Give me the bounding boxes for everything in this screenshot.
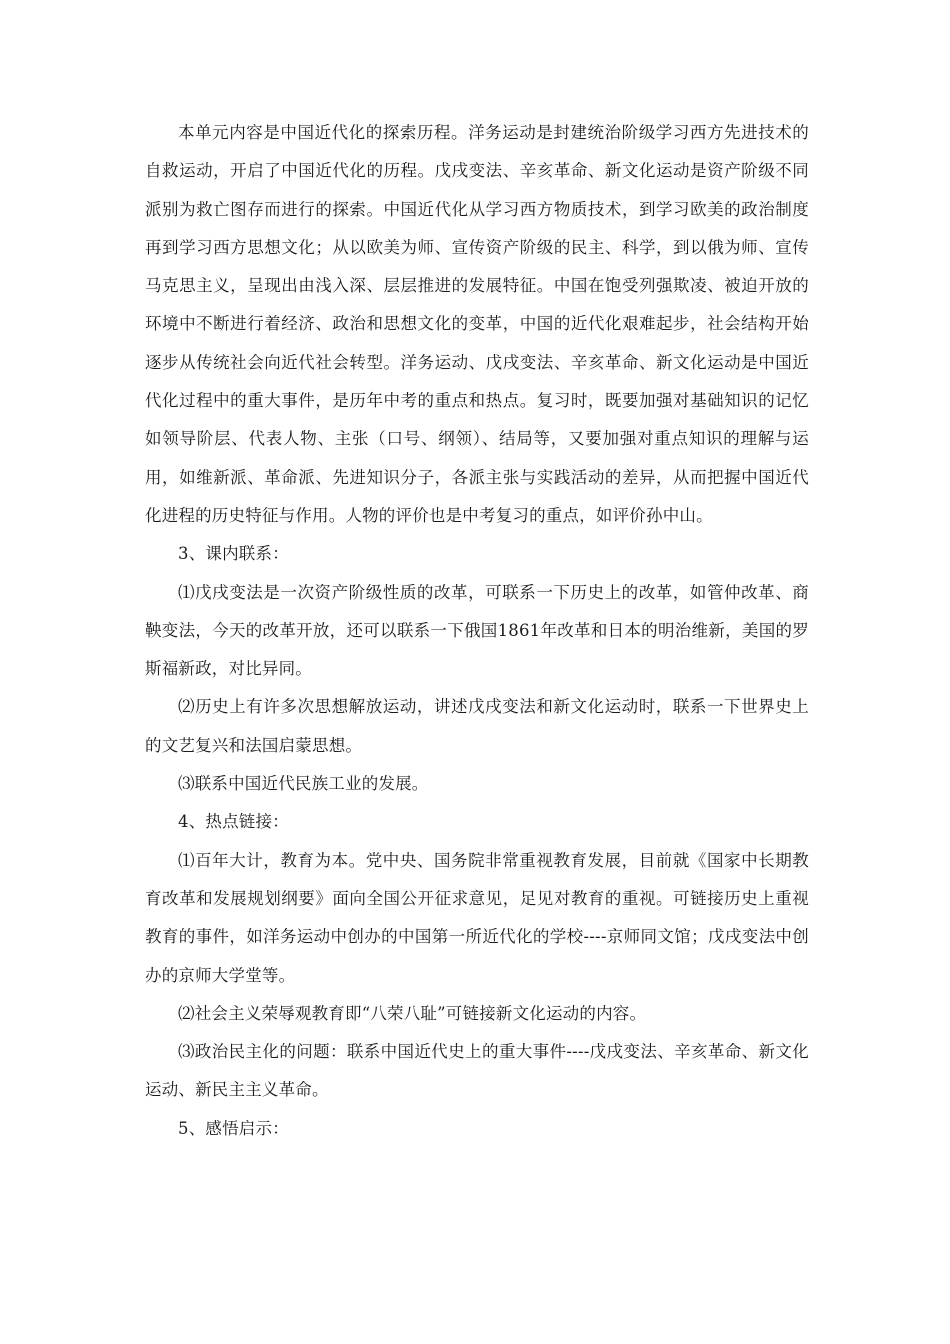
section-heading-course-links: 3、课内联系： bbox=[178, 544, 289, 564]
list-item: ⑵社会主义荣辱观教育即“八荣八耻”可链接新文化运动的内容。 bbox=[178, 1003, 647, 1023]
section-heading-hot-links: 4、热点链接： bbox=[178, 812, 289, 832]
section-heading-insights: 5、感悟启示： bbox=[178, 1118, 289, 1138]
list-item: ⑴戊戌变法是一次资产阶级性质的改革，可联系一下历史上的改革，如管仲改革、商鞅变法，今天的改革开放，还可以联系一下俄国1861年改革和日本的明治维新，美国的罗斯福新政，对比异同。 bbox=[145, 582, 809, 679]
list-item: ⑵历史上有许多次思想解放运动，讲述戊戌变法和新文化运动时，联系一下世界史上的文艺复兴和法国启蒙思想。 bbox=[145, 697, 809, 755]
intro-paragraph: 本单元内容是中国近代化的探索历程。洋务运动是封建统治阶级学习西方先进技术的自救运动，开启了中国近代化的历程。戊戌变法、辛亥革命、新文化运动是资产阶级不同派别为救亡图存而进行的探索。中国近代化从学习西方物质技术，到学习欧美的政治制度再到学习西方思想文化；从以欧美为师、宣传资产阶级的民主、科学，到以俄为师、宣传马克思主义，呈现出由浅入深、层层推进的发展特征。中国在饱受列强欺凌、被迫开放的环境中不断进行着经济、政治和思想文化的变革，中国的近代化艰难起步，社会结构开始逐步从传统社会向近代社会转型。洋务运动、戊戌变法、辛亥革命、新文化运动是中国近代化过程中的重大事件，是历年中考的重点和热点。复习时，既要加强对基础知识的记忆如领导阶层、代表人物、主张（口号、纲领）、结局等，又要加强对重点知识的理解与运用，如维新派、革命派、先进知识分子，各派主张与实践活动的差异，从而把握中国近代化进程的历史特征与作用。人物的评价也是中考复习的重点，如评价孙中山。 bbox=[145, 123, 809, 525]
list-item: ⑶政治民主化的问题：联系中国近代史上的重大事件----戊戌变法、辛亥革命、新文化运动、新民主主义革命。 bbox=[145, 1042, 809, 1100]
list-item: ⑶联系中国近代民族工业的发展。 bbox=[178, 774, 429, 794]
document-body bbox=[145, 114, 809, 1148]
list-item: ⑴百年大计，教育为本。党中央、国务院非常重视教育发展，目前就《国家中长期教育改革和发展规划纲要》面向全国公开征求意见，足见对教育的重视。可链接历史上重视教育的事件，如洋务运动中创办的中国第一所近代化的学校----京师同文馆；戊戌变法中创办的京师大学堂等。 bbox=[145, 850, 809, 985]
